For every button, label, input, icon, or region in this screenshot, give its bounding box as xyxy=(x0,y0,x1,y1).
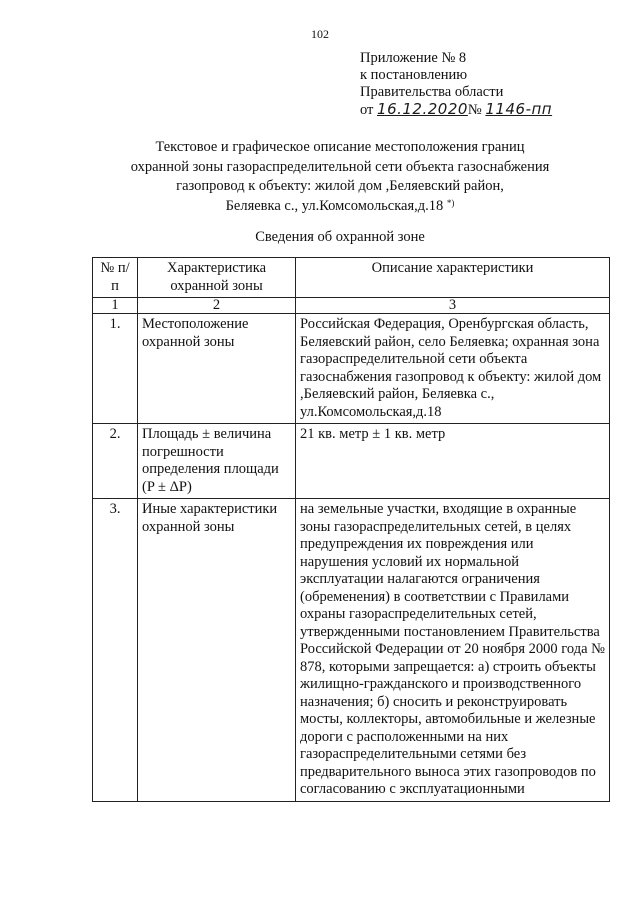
table-column-numbers-row xyxy=(93,298,610,314)
appendix-line-2: к постановлению xyxy=(360,67,468,83)
appendix-line-3: Правительства области xyxy=(360,84,504,100)
header-characteristic: Характеристика охранной зоны xyxy=(138,258,296,298)
appendix-line-1: Приложение № 8 xyxy=(360,50,467,66)
row-number: 1. xyxy=(93,314,138,424)
handwritten-date: 16.12.2020 xyxy=(377,100,468,118)
title-line-2: охранной зоны газораспределительной сети объекта газоснабжения xyxy=(130,158,550,175)
page-number: 102 xyxy=(311,27,329,41)
appendix-block xyxy=(360,50,552,119)
column-number-2: 2 xyxy=(138,298,296,314)
section-subtitle: Сведения об охранной зоне xyxy=(255,229,425,245)
document-title xyxy=(0,138,640,216)
appendix-date-line xyxy=(360,101,552,119)
table-header-row xyxy=(93,258,610,298)
row-characteristic: Иные характеристики охранной зоны xyxy=(138,499,296,802)
title-line-1: Текстовое и графическое описание местоположения границ xyxy=(155,139,525,155)
number-sign: № xyxy=(467,102,482,118)
header-description: Описание характеристики xyxy=(296,258,610,298)
table-row xyxy=(93,314,610,424)
row-description: на земельные участки, входящие в охранные зоны газораспределительных сетей, в целях предупреждения их повреждения или нарушения условий их нормальной эксплуатации налагаются ограничения (обременения) в соответствии с Правилами охраны газораспределительных сетей, утвержденными постановлением Правительства Российской Федерации от 20 ноября 2000 года № 878, которыми запрещается: а) строить объекты жилищно-гражданского и производственного назначения; б) сносить и реконструировать мосты, коллекторы, автомобильные и железные дороги с расположенными на них газораспределительными сетями без предварительного выноса этих газопроводов по согласованию с эксплуатационными xyxy=(296,499,610,802)
column-number-3: 3 xyxy=(296,298,610,314)
column-number-1: 1 xyxy=(93,298,138,314)
table-row xyxy=(93,499,610,802)
header-number: № п/п xyxy=(93,258,138,298)
title-line-3: газопровод к объекту: жилой дом ,Беляевский район, xyxy=(176,178,504,194)
title-line-4-text: Беляевка с., ул.Комсомольская,д.18 xyxy=(225,197,444,214)
from-label: от xyxy=(360,102,374,118)
protection-zone-table xyxy=(92,257,610,802)
handwritten-number: 1146-пп xyxy=(485,100,553,118)
row-characteristic: Площадь ± величина погрешности определения площади (P ± ΔP) xyxy=(138,424,296,499)
title-line-4 xyxy=(0,197,640,217)
row-number: 3. xyxy=(93,499,138,802)
row-characteristic: Местоположение охранной зоны xyxy=(138,314,296,424)
table-row xyxy=(93,424,610,499)
row-description: 21 кв. метр ± 1 кв. метр xyxy=(296,424,610,499)
row-description: Российская Федерация, Оренбургская область, Беляевский район, село Беляевка; охранная зона газораспределительной сети объекта газоснабжения газопровод к объекту: жилой дом ,Беляевский район, Беляевка с., ул.Комсомольская,д.18 xyxy=(296,314,610,424)
footnote-mark: *) xyxy=(446,197,455,208)
row-number: 2. xyxy=(93,424,138,499)
